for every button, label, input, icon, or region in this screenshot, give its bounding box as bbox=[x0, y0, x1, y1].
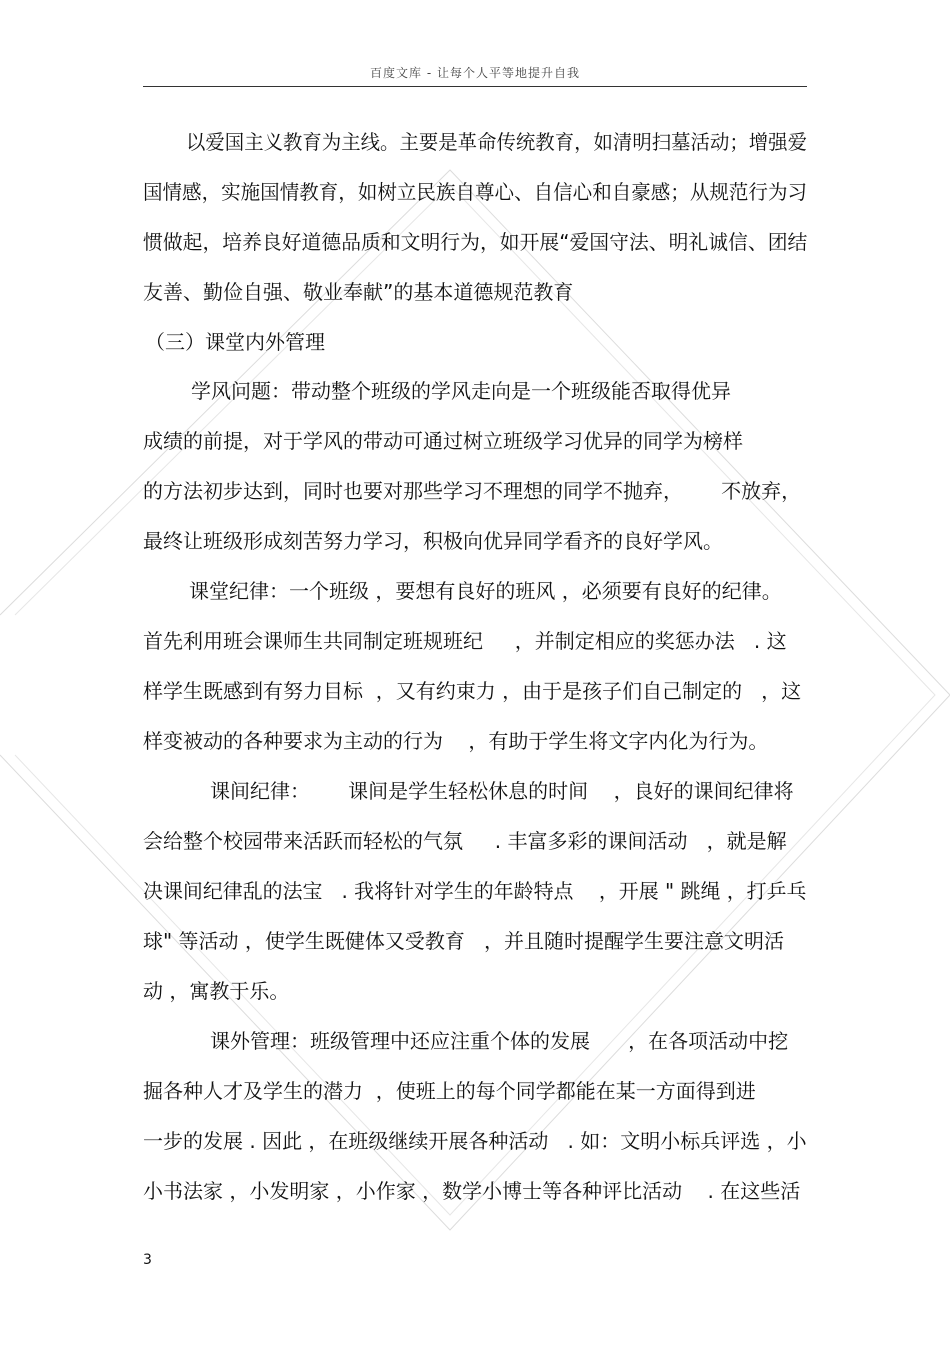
paragraph-line: 学风问题：带动整个班级的学风走向是一个班级能否取得优异 bbox=[191, 379, 731, 403]
paragraph-line: 惯做起，培养良好道德品质和文明行为，如开展“爱国守法、明礼诚信、团结 bbox=[143, 230, 808, 254]
paragraph-line: 球" 等活动 ，使学生既健体又受教育 ，并且随时提醒学生要注意文明活 bbox=[143, 929, 784, 953]
paragraph-line: 决课间纪律乱的法宝 . 我将针对学生的年龄特点 ，开展 " 跳绳 ，打乒乓 bbox=[143, 879, 807, 903]
paragraph-line: 的方法初步达到，同时也要对那些学习不理想的同学不抛弃， 不放弃， bbox=[143, 479, 802, 503]
paragraph-line: 课外管理：班级管理中还应注重个体的发展 ，在各项活动中挖 bbox=[210, 1029, 789, 1053]
paragraph-line: 一步的发展 . 因此 ，在班级继续开展各种活动 . 如：文明小标兵评选 ，小 bbox=[143, 1129, 807, 1153]
paragraph-line: 国情感，实施国情教育，如树立民族自尊心、自信心和自豪感；从规范行为习 bbox=[143, 180, 808, 204]
paragraph-line: 课间纪律： 课间是学生轻松休息的时间 ，良好的课间纪律将 bbox=[210, 779, 794, 803]
paragraph-line: 最终让班级形成刻苦努力学习，积极向优异同学看齐的良好学风。 bbox=[143, 529, 723, 553]
paragraph-line: 会给整个校园带来活跃而轻松的气氛 . 丰富多彩的课间活动 ，就是解 bbox=[143, 829, 787, 853]
paragraph-line: 以爱国主义教育为主线。主要是革命传统教育，如清明扫墓活动；增强爱 bbox=[186, 130, 807, 154]
section-heading: （三）课堂内外管理 bbox=[145, 330, 325, 354]
paragraph-line: 课堂纪律：一个班级 ，要想有良好的班风 ，必须要有良好的纪律。 bbox=[189, 579, 782, 603]
paragraph-line: 掘各种人才及学生的潜力 ，使班上的每个同学都能在某一方面得到进 bbox=[143, 1079, 756, 1103]
paragraph-line: 成绩的前提，对于学风的带动可通过树立班级学习优异的同学为榜样 bbox=[143, 429, 743, 453]
header-divider bbox=[143, 86, 807, 87]
paragraph-line: 动 ，寓教于乐。 bbox=[143, 979, 290, 1003]
paragraph-line: 样变被动的各种要求为主动的行为 ，有助于学生将文字内化为行为。 bbox=[143, 729, 769, 753]
paragraph-line: 小书法家 ，小发明家 ，小作家 ，数学小博士等各种评比活动 . 在这些活 bbox=[143, 1179, 801, 1203]
paragraph-line: 友善、勤俭自强、敬业奉献”的基本道德规范教育 bbox=[143, 280, 574, 304]
paragraph-line: 首先利用班会课师生共同制定班规班纪 ，并制定相应的奖惩办法 . 这 bbox=[143, 629, 787, 653]
paragraph-line: 样学生既感到有努力目标 ，又有约束力 ，由于是孩子们自己制定的 ，这 bbox=[143, 679, 802, 703]
page-number: 3 bbox=[143, 1252, 152, 1268]
document-header: 百度文库 - 让每个人平等地提升自我 bbox=[370, 66, 580, 80]
